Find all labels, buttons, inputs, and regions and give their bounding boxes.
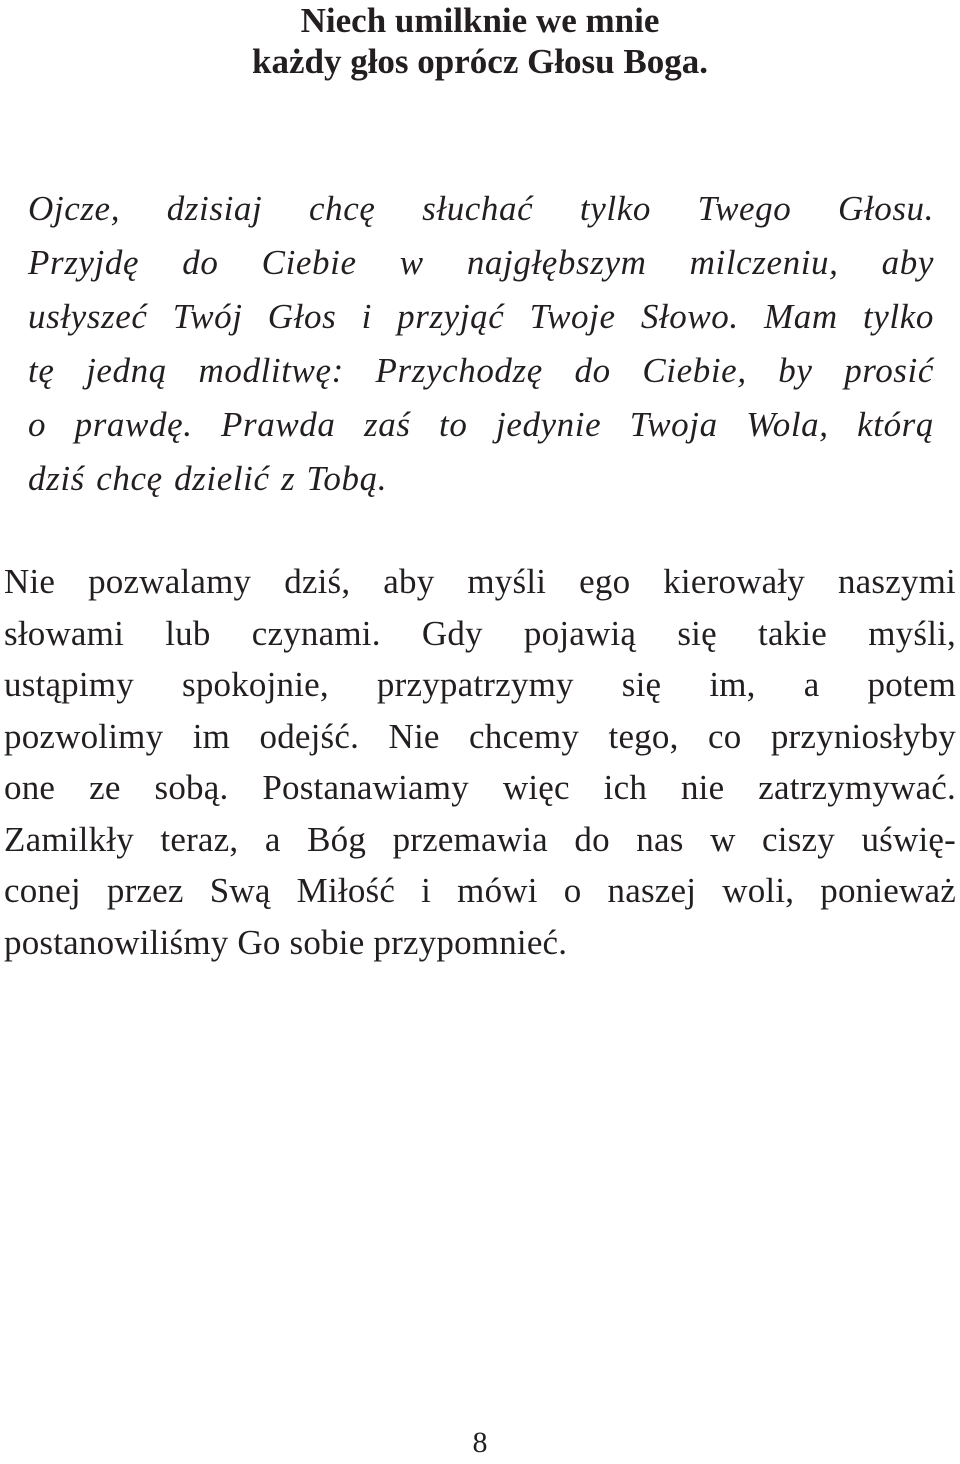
prayer-line: dziś chcę dzielić z Tobą.: [28, 459, 388, 498]
body-line: one ze sobą. Postanawiamy więc ich nie zatrzymywać.: [4, 768, 956, 807]
page-title: [0, 0, 960, 82]
body-line: conej przez Swą Miłość i mówi o naszej woli, ponieważ: [4, 871, 956, 910]
body-line: postanowiliśmy Go sobie przypomnieć.: [4, 922, 568, 962]
body-line: ustąpimy spokojnie, przypatrzymy się im, a potem: [4, 665, 956, 704]
body-line: słowami lub czynami. Gdy pojawią się takie myśli,: [4, 613, 956, 653]
body-paragraph: [4, 556, 956, 968]
prayer-line: o prawdę. Prawda zaś to jedynie Twoja Wola, którą: [28, 405, 934, 444]
prayer-line: Przyjdę do Ciebie w najgłębszym milczeniu, aby: [28, 243, 934, 282]
body-line: Zamilkły teraz, a Bóg przemawia do nas w ciszy uświę-: [4, 819, 956, 859]
body-line: Nie pozwalamy dziś, aby myśli ego kierowały naszymi: [4, 562, 956, 601]
prayer-line: tę jedną modlitwę: Przychodzę do Ciebie, by prosić: [28, 351, 934, 390]
title-line-1: Niech umilknie we mnie: [300, 1, 660, 40]
prayer-line: usłyszeć Twój Głos i przyjąć Twoje Słowo. Mam tylko: [28, 297, 934, 336]
prayer-line: Ojcze, dzisiaj chcę słuchać tylko Twego Głosu.: [28, 189, 934, 228]
title-line-2: każdy głos oprócz Głosu Boga.: [251, 42, 708, 81]
prayer-paragraph: [28, 182, 934, 506]
page-number: 8: [472, 1426, 488, 1459]
body-line: pozwolimy im odejść. Nie chcemy tego, co przyniosłyby: [4, 716, 956, 756]
